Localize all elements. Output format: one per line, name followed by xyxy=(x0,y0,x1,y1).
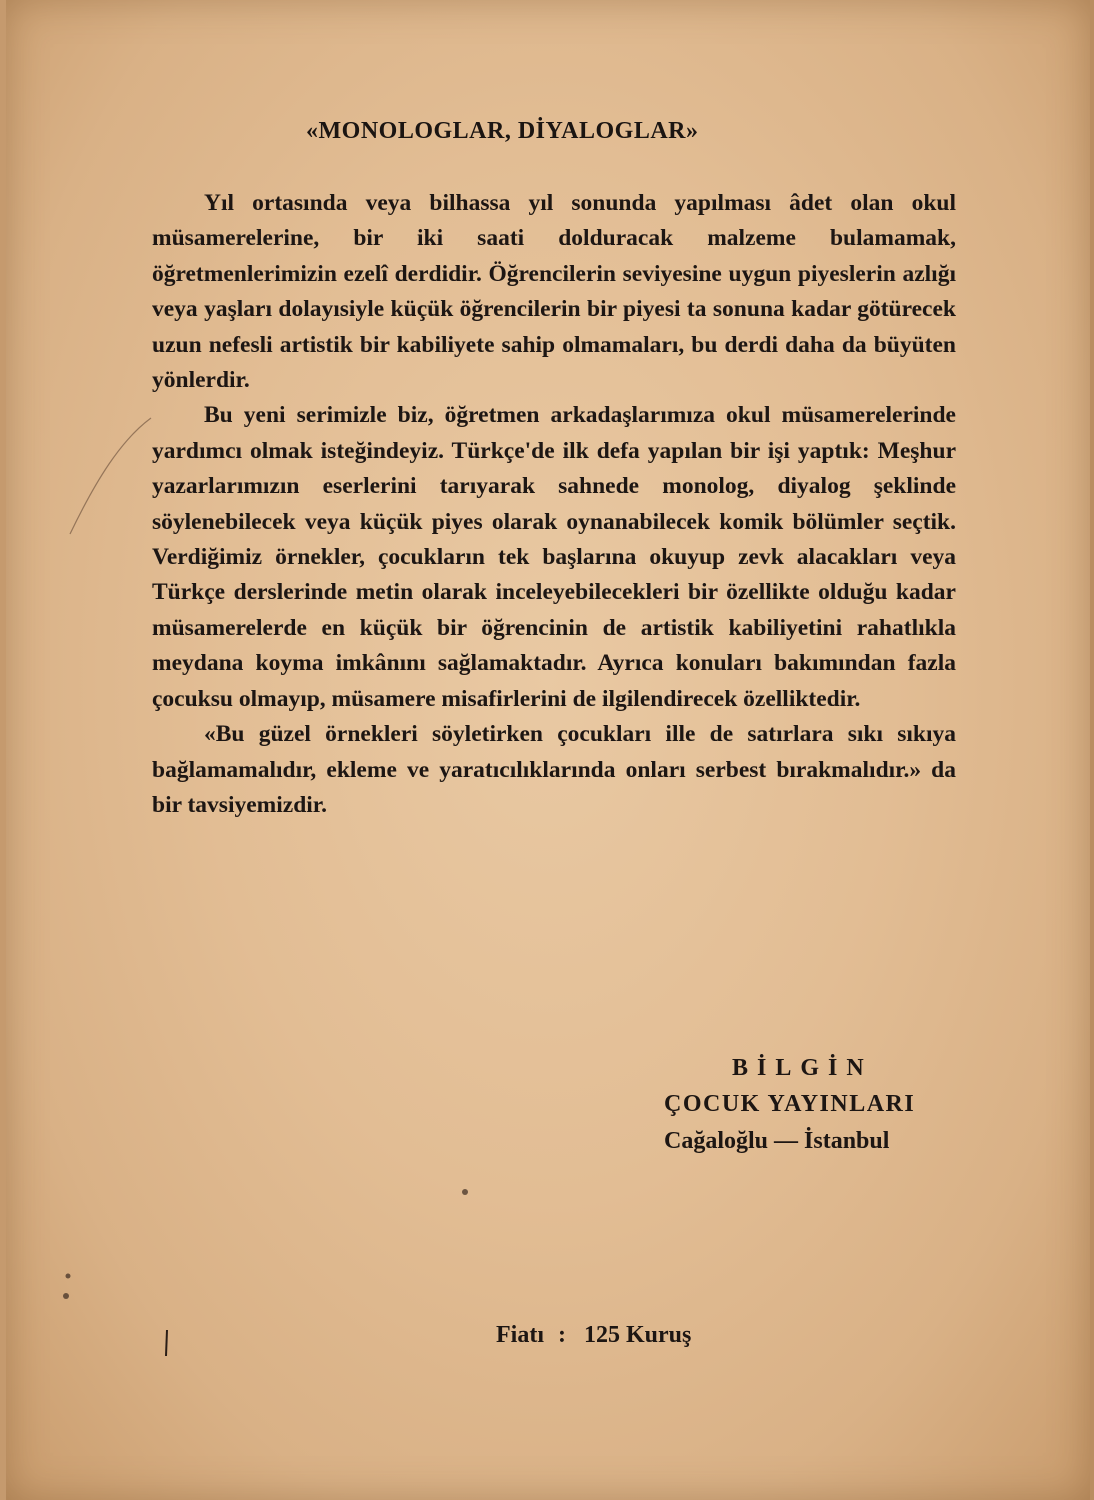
price-separator: : xyxy=(558,1322,566,1348)
price-line xyxy=(496,1322,691,1349)
document-title: «MONOLOGLAR, DİYALOGLAR» xyxy=(306,118,699,144)
price-label: Fiatı xyxy=(496,1322,544,1348)
paper-speck xyxy=(458,1185,472,1199)
body-paragraph: Yıl ortasında veya bilhassa yıl sonunda yapılması âdet olan okul müsamerelerine, bir iki saati dolduracak malzeme bulamamak, öğretmenlerimizin ezelî derdidir. Öğrencilerin seviyesine uygun piyeslerin azlığı veya yaşları dolayısiyle küçük öğrencilerin bir piyesi ta sonuna kadar götürecek uzun nefesli artistik bir kabiliyete sahip olmamaları, bu derdi daha da büyüten yönlerdir. xyxy=(152,190,956,394)
paper-scratch-mark xyxy=(66,410,156,540)
price-value: 125 Kuruş xyxy=(584,1322,692,1348)
publisher-brand: BİLGİN xyxy=(732,1055,873,1081)
publisher-address: Cağaloğlu — İstanbul xyxy=(664,1128,890,1154)
publisher-series: ÇOCUK YAYINLARI xyxy=(664,1091,916,1117)
paper-stain-dots xyxy=(46,1260,86,1320)
body-paragraph: Bu yeni serimizle biz, öğretmen arkadaşlarımıza okul müsamerelerinde yardımcı olmak isteğindeyiz. Türkçe'de ilk defa yapılan bir işi yaptık: Meşhur yazarlarımızın eserlerini tarıyarak sahnede monolog, diyalog şeklinde söylenebilecek veya küçük piyes olarak oynanabilecek komik bölümler seçtik. Verdiğimiz örnekler, çocukların tek başlarına okuyup zevk alacakları veya Türkçe derslerinde metin olarak inceleyebilecekleri bir özellikte olduğu kadar müsamerelerde en küçük bir öğrencinin de artistik kabiliyetini rahatlıkla meydana koyma imkânını sağlamaktadır. Ayrıca konuları bakımından fazla çocuksu olmayıp, müsamere misafirlerini de ilgilendirecek özelliktedir. xyxy=(152,402,956,712)
publisher-block xyxy=(664,1050,915,1160)
document-body xyxy=(152,186,956,823)
paper-tick-mark xyxy=(161,1328,173,1358)
body-paragraph: «Bu güzel örnekleri söyletirken çocukları ille de satırlara sıkı sıkıya bağlamamalıdır, ekleme ve yaratıcılıklarında onları serbest bırakmalıdır.» da bir tavsiyemizdir. xyxy=(152,721,956,818)
